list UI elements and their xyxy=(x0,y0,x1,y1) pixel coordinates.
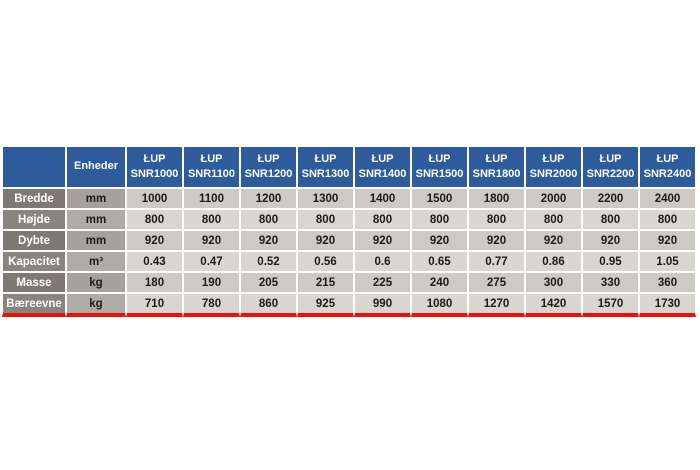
value-cell: 180 xyxy=(126,272,183,293)
value-cell: 860 xyxy=(240,293,297,317)
value-cell: 800 xyxy=(126,209,183,230)
value-cell: 1080 xyxy=(411,293,468,317)
model-line: SNR1300 xyxy=(301,168,350,180)
value-cell: 800 xyxy=(468,209,525,230)
value-cell: 800 xyxy=(639,209,696,230)
value-cell: 0.43 xyxy=(126,251,183,272)
model-line: SNR2000 xyxy=(529,168,578,180)
value-cell: 275 xyxy=(468,272,525,293)
model-column-header xyxy=(525,146,582,188)
value-cell: 300 xyxy=(525,272,582,293)
value-cell: 2400 xyxy=(639,188,696,209)
model-column-header xyxy=(183,146,240,188)
row-label: Kapacitet xyxy=(2,251,66,272)
table-row xyxy=(2,209,696,230)
value-cell: 710 xyxy=(126,293,183,317)
value-cell: 920 xyxy=(582,230,639,251)
value-cell: 1300 xyxy=(297,188,354,209)
brand-line: ŁUP xyxy=(656,152,679,165)
value-cell: 920 xyxy=(525,230,582,251)
value-cell: 225 xyxy=(354,272,411,293)
value-cell: 1570 xyxy=(582,293,639,317)
value-cell: 0.95 xyxy=(582,251,639,272)
value-cell: 0.86 xyxy=(525,251,582,272)
model-line: SNR2200 xyxy=(586,168,635,180)
value-cell: 920 xyxy=(639,230,696,251)
value-cell: 330 xyxy=(582,272,639,293)
table-header xyxy=(2,146,696,188)
value-cell: 1800 xyxy=(468,188,525,209)
brand-line: ŁUP xyxy=(485,152,508,165)
value-cell: 190 xyxy=(183,272,240,293)
value-cell: 920 xyxy=(411,230,468,251)
value-cell: 205 xyxy=(240,272,297,293)
brand-line: ŁUP xyxy=(599,152,622,165)
value-cell: 0.47 xyxy=(183,251,240,272)
unit-cell: m³ xyxy=(66,251,126,272)
model-line: SNR1000 xyxy=(130,168,179,180)
table-body xyxy=(2,188,696,317)
value-cell: 800 xyxy=(240,209,297,230)
value-cell: 920 xyxy=(354,230,411,251)
value-cell: 1200 xyxy=(240,188,297,209)
brand-line: ŁUP xyxy=(371,152,394,165)
value-cell: 920 xyxy=(240,230,297,251)
value-cell: 360 xyxy=(639,272,696,293)
value-cell: 780 xyxy=(183,293,240,317)
value-cell: 800 xyxy=(582,209,639,230)
value-cell: 920 xyxy=(183,230,240,251)
model-line: SNR1500 xyxy=(415,168,464,180)
row-label: Højde xyxy=(2,209,66,230)
value-cell: 1730 xyxy=(639,293,696,317)
value-cell: 2000 xyxy=(525,188,582,209)
unit-cell: mm xyxy=(66,188,126,209)
unit-cell: kg xyxy=(66,293,126,317)
model-column-header xyxy=(126,146,183,188)
value-cell: 2200 xyxy=(582,188,639,209)
value-cell: 920 xyxy=(297,230,354,251)
value-cell: 1100 xyxy=(183,188,240,209)
value-cell: 925 xyxy=(297,293,354,317)
value-cell: 990 xyxy=(354,293,411,317)
value-cell: 800 xyxy=(183,209,240,230)
value-cell: 1270 xyxy=(468,293,525,317)
value-cell: 800 xyxy=(411,209,468,230)
model-column-header xyxy=(297,146,354,188)
model-line: SNR1100 xyxy=(187,168,236,180)
value-cell: 215 xyxy=(297,272,354,293)
model-line: SNR1200 xyxy=(244,168,293,180)
row-label: Dybte xyxy=(2,230,66,251)
table-row xyxy=(2,188,696,209)
model-line: SNR1400 xyxy=(358,168,407,180)
brand-line: ŁUP xyxy=(200,152,223,165)
value-cell: 920 xyxy=(126,230,183,251)
brand-line: ŁUP xyxy=(257,152,280,165)
model-column-header xyxy=(468,146,525,188)
model-line: SNR1800 xyxy=(472,168,521,180)
unit-cell: mm xyxy=(66,230,126,251)
table-row xyxy=(2,230,696,251)
row-label: Bredde xyxy=(2,188,66,209)
value-cell: 0.6 xyxy=(354,251,411,272)
model-column-header xyxy=(411,146,468,188)
unit-cell: mm xyxy=(66,209,126,230)
unit-column-header: Enheder xyxy=(66,146,126,188)
brand-line: ŁUP xyxy=(428,152,451,165)
value-cell: 1.05 xyxy=(639,251,696,272)
value-cell: 0.65 xyxy=(411,251,468,272)
value-cell: 0.52 xyxy=(240,251,297,272)
model-column-header xyxy=(240,146,297,188)
unit-cell: kg xyxy=(66,272,126,293)
value-cell: 240 xyxy=(411,272,468,293)
model-column-header xyxy=(354,146,411,188)
brand-line: ŁUP xyxy=(542,152,565,165)
table-row xyxy=(2,251,696,272)
row-label: Masse xyxy=(2,272,66,293)
model-column-header xyxy=(639,146,696,188)
header-row xyxy=(2,146,696,188)
value-cell: 800 xyxy=(354,209,411,230)
value-cell: 0.56 xyxy=(297,251,354,272)
value-cell: 1500 xyxy=(411,188,468,209)
value-cell: 800 xyxy=(297,209,354,230)
value-cell: 800 xyxy=(525,209,582,230)
spec-table xyxy=(2,146,696,317)
corner-cell xyxy=(2,146,66,188)
brand-line: ŁUP xyxy=(314,152,337,165)
table-row xyxy=(2,272,696,293)
value-cell: 1420 xyxy=(525,293,582,317)
value-cell: 920 xyxy=(468,230,525,251)
model-column-header xyxy=(582,146,639,188)
row-label: Bæreevne xyxy=(2,293,66,317)
brand-line: ŁUP xyxy=(143,152,166,165)
value-cell: 1000 xyxy=(126,188,183,209)
table-row xyxy=(2,293,696,317)
value-cell: 0.77 xyxy=(468,251,525,272)
model-line: SNR2400 xyxy=(643,168,692,180)
value-cell: 1400 xyxy=(354,188,411,209)
